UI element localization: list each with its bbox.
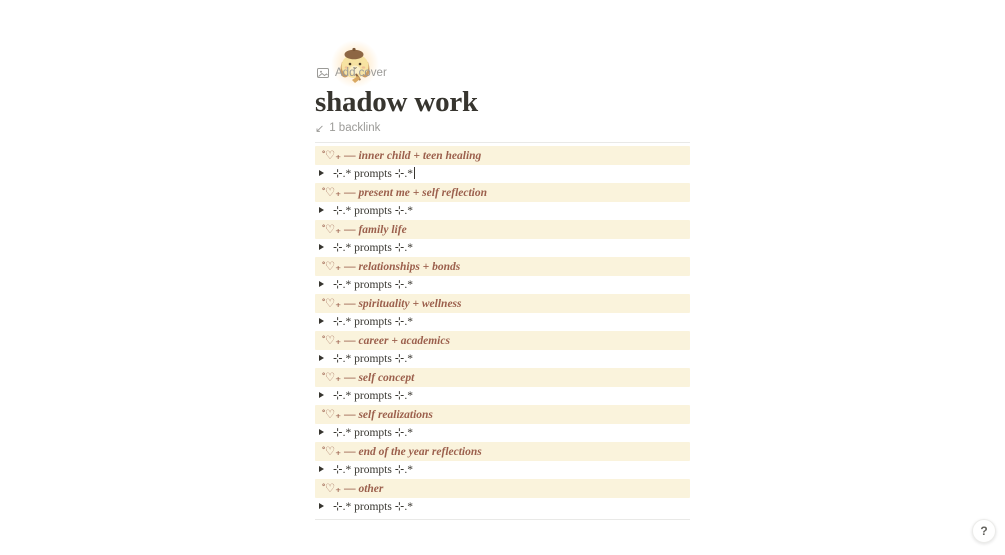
- section-header-text: ˚♡₊ — end of the year reflections: [321, 446, 482, 458]
- section-header-relationships[interactable]: [315, 257, 690, 276]
- page-icon-row: [331, 0, 690, 48]
- section-header-text: ˚♡₊ — spirituality + wellness: [321, 298, 462, 310]
- section-header-self-concept[interactable]: [315, 368, 690, 387]
- section-header-text: ˚♡₊ — self realizations: [321, 409, 433, 421]
- section-header-inner-child[interactable]: [315, 146, 690, 165]
- section-header-text: ˚♡₊ — other: [321, 483, 384, 495]
- toggle-row-prompts[interactable]: [315, 350, 690, 367]
- add-cover-label: Add cover: [335, 66, 387, 79]
- toggle-label[interactable]: ⊹.* prompts ⊹.*: [333, 427, 413, 439]
- section-header-other[interactable]: [315, 479, 690, 498]
- title-divider: [315, 142, 690, 143]
- section-header-present-me[interactable]: [315, 183, 690, 202]
- question-mark-label: ?: [980, 524, 988, 538]
- toggle-label[interactable]: ⊹.* prompts ⊹.*: [333, 242, 413, 254]
- toggle-row-prompts[interactable]: [315, 276, 690, 293]
- section-header-family-life[interactable]: [315, 220, 690, 239]
- toggle-label[interactable]: ⊹.* prompts ⊹.*: [333, 205, 413, 217]
- text-cursor: [414, 167, 415, 179]
- toggle-triangle-icon[interactable]: [319, 244, 324, 250]
- section-header-end-of-year[interactable]: [315, 442, 690, 461]
- bottom-divider: [315, 519, 690, 520]
- section-header-career[interactable]: [315, 331, 690, 350]
- toggle-triangle-icon[interactable]: [319, 466, 324, 472]
- toggle-triangle-icon[interactable]: [319, 355, 324, 361]
- section-header-text: ˚♡₊ — career + academics: [321, 335, 450, 347]
- toggle-row-prompts[interactable]: [315, 239, 690, 256]
- toggle-label[interactable]: ⊹.* prompts ⊹.*: [333, 501, 413, 513]
- toggle-label[interactable]: ⊹.* prompts ⊹.*: [333, 390, 413, 402]
- toggle-triangle-icon[interactable]: [319, 207, 324, 213]
- toggle-triangle-icon[interactable]: [319, 318, 324, 324]
- toggle-label[interactable]: ⊹.* prompts ⊹.*: [333, 464, 413, 476]
- toggle-triangle-icon[interactable]: [319, 392, 324, 398]
- backlink-arrow-icon: ↙: [315, 121, 325, 135]
- toggle-triangle-icon[interactable]: [319, 170, 324, 176]
- toggle-row-prompts[interactable]: [315, 424, 690, 441]
- toggle-row-prompts[interactable]: [315, 387, 690, 404]
- toggle-triangle-icon[interactable]: [319, 281, 324, 287]
- toggle-label[interactable]: ⊹.* prompts ⊹.*: [333, 353, 413, 365]
- add-cover-button[interactable]: [317, 65, 387, 80]
- toggle-label[interactable]: ⊹.* prompts ⊹.*: [333, 316, 413, 328]
- toggle-row-prompts[interactable]: [315, 165, 690, 182]
- section-header-text: ˚♡₊ — self concept: [321, 372, 415, 384]
- toggle-row-prompts[interactable]: [315, 461, 690, 478]
- toggle-row-prompts[interactable]: [315, 313, 690, 330]
- toggle-row-prompts[interactable]: [315, 498, 690, 515]
- backlinks-button[interactable]: [315, 121, 380, 135]
- toggle-triangle-icon[interactable]: [319, 429, 324, 435]
- toggle-row-prompts[interactable]: [315, 202, 690, 219]
- section-header-text: ˚♡₊ — inner child + teen healing: [321, 150, 482, 162]
- section-blocks: [315, 146, 690, 520]
- toggle-triangle-icon[interactable]: [319, 503, 324, 509]
- page-title[interactable]: shadow work: [315, 85, 478, 118]
- image-icon: [317, 67, 329, 79]
- page-content: [315, 0, 690, 520]
- toggle-label[interactable]: ⊹.* prompts ⊹.*: [333, 168, 413, 180]
- section-header-self-realizations[interactable]: [315, 405, 690, 424]
- section-header-text: ˚♡₊ — family life: [321, 224, 407, 236]
- section-header-spirituality[interactable]: [315, 294, 690, 313]
- backlink-label: 1 backlink: [329, 122, 381, 134]
- section-header-text: ˚♡₊ — present me + self reflection: [321, 187, 488, 199]
- puppy-with-beret-emoji-icon[interactable]: [331, 40, 379, 88]
- toggle-label[interactable]: ⊹.* prompts ⊹.*: [333, 279, 413, 291]
- section-header-text: ˚♡₊ — relationships + bonds: [321, 261, 461, 273]
- help-button[interactable]: [972, 519, 996, 543]
